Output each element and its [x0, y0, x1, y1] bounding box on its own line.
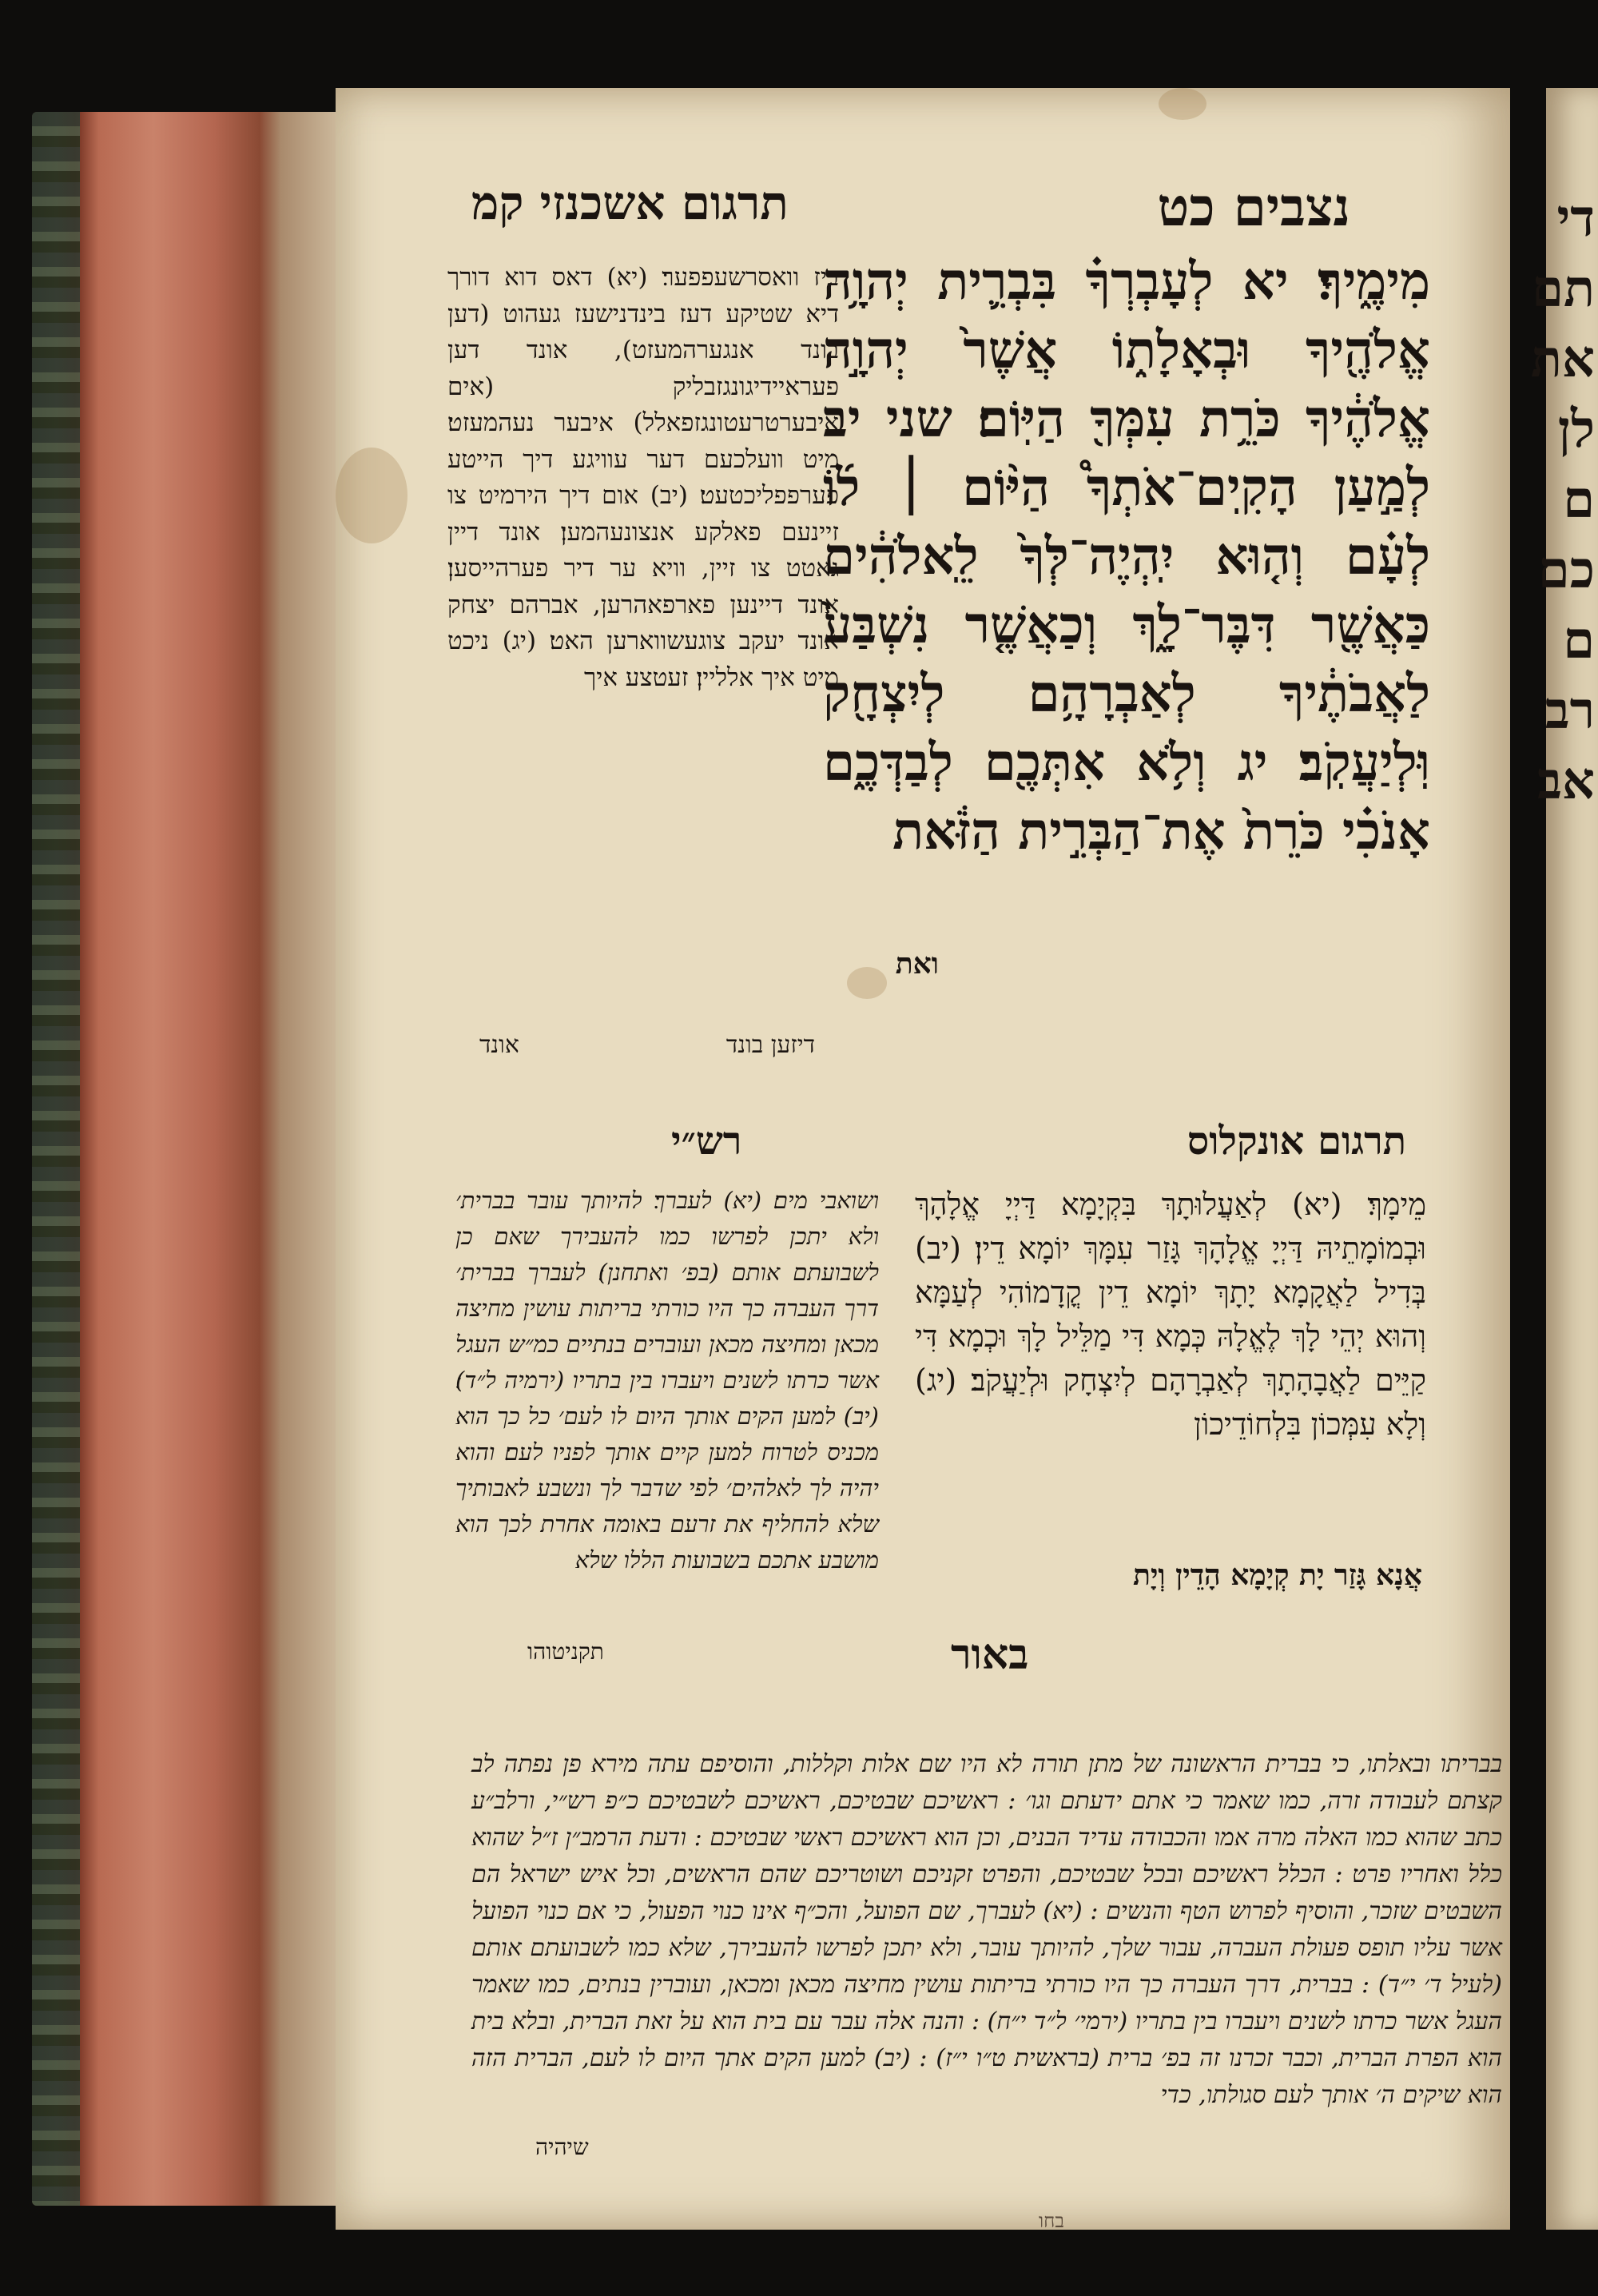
adjacent-page-edge	[1530, 88, 1598, 2230]
yiddish-catchwords	[479, 1031, 815, 1059]
torah-verse-text: מִימֶ֑יךָ׃ יא לְעָבְרְךָ֗ בִּבְרִ֛ית יְהוָ֥ה אֱלֹהֶ֖יךָ וּבְאָלָת֑וֹ אֲשֶׁר֙ יְהוָ֣ה אֱלֹהֶ֔יךָ כֹּרֵ֥ת עִמְּךָ֖ הַיּֽוֹם׃ שני יב לְמַ֣עַן הָקִֽים־אֹתְךָ֩ הַיּ֨וֹם ׀ ל֜וֹ לְעָ֗ם וְה֤וּא יִֽהְיֶה־לְּךָ֙ לֵֽאלֹהִ֔ים כַּאֲשֶׁ֖ר דִּבֶּר־לָ֑ךְ וְכַאֲשֶׁ֤ר נִשְׁבַּע֙ לַאֲבֹתֶ֔יךָ לְאַבְרָהָ֥ם לְיִצְחָ֖ק וּֽלְיַעֲקֹֽב׃ יג וְלֹ֥א אִתְּכֶ֖ם לְבַדְּכֶ֑ם אָנֹכִ֗י כֹּרֵת֙ אֶת־הַבְּרִ֣ית הַזֹּ֔את	[823, 252, 1430, 861]
beur-catchword: שיהיה	[535, 2134, 589, 2160]
rashi-commentary: ושואבי מים׃ (יא) לעברך׃ להיותך עובר בברית׳ ולא יתכן לפרשו כמו להעבירך שאם כן לשבועתם אותם (בפ׳ ואתחנן)׃ לעברך בברית׳ דרך העברה כך היו כורתי בריתות עושין מחיצה מכאן ומחיצה מכאן ועוברים בנתיים כמ״ש העגל אשר כרתו לשנים ויעברו בין בתריו (ירמיה ל״ד)׃ (יב) למען הקים אותך היום לו לעם׳ כל כך הוא מכניס לטרוח למען קיים אותך לפניו לעם׃ והוא יהיה לך לאלהים׳ לפי שדבר לך ונשבע לאבותיך שלא להחליף את זרעם באומה אחרת לכך הוא מושבע אתכם בשבועות הללו שלא	[455, 1187, 879, 1574]
yiddish-catchword-left: אונד	[479, 1031, 519, 1059]
page-header-targum-page: תרגום אשכנזי קמ	[471, 176, 789, 230]
onkelos-title: תרגום אונקלוס	[1187, 1119, 1406, 1164]
book-page-edges	[32, 112, 336, 2206]
verse-catchword: ואת	[895, 947, 939, 981]
onkelos-catchword: אֲנָא גָּזַר יָת קְיָמָא הָדֵין וְיָת	[1132, 1558, 1422, 1592]
beur-title: באור	[951, 1630, 1029, 1679]
water-stain	[1159, 88, 1206, 120]
water-stain	[847, 967, 887, 999]
yiddish-catchword-right: דיזען בונד	[725, 1031, 815, 1059]
beur-commentary: בבריתו ובאלתו, כי בברית הראשונה של מתן תורה לא היו שם אלות וקללות, והוסיפם עתה מירא פן נפתה לב קצתם לעבודה זרה, כמו שאמר כי אתם ידעתם וגו׳ : ראשיכם שבטיכם, ראשיכם לשבטיכם כ״פ רש״י, ורלב״ע כתב שהוא כמו האלה מרה אמו והכבודה עדיד הבנים, וכן הוא ראשיכם ראשי שבטיכם : ודעת הרמב״ן ז״ל שהוא כלל ואחריו פרט : הכלל ראשיכם ובכל שבטיכם, והפרט זקניכם ושוטריכם שהם הראשים, וכל איש ישראל הם השבטים שזכר, והוסיף לפרוש הטף והנשים : (יא) לעברך, שם הפועל, והכ״ף אינו כנוי הפעול, כי אם כנוי הפועל אשר עליו תופס פעולת העברה, עבור שלך, להיותך עובר, ולא יתכן לפרשו להעבירך, שלא כמו לשבועתם אותם (לעיל ד׳ י״ד) : בברית, דרך העברה כך היו כורתי בריתות עושין מחיצה מכאן ומכאן, ועוברין בנתים, כמו שאמר העגל אשר כרתו לשנים ויעברו בין בתריו (ירמי׳ ל״ד י״ח) : והנה אלה עבר עם בית הוא על זאת הברית, ובלא בית הוא הפרת הברית, וכבר זכרנו זה בפ׳ ברית (בראשית ט״ו י״ז) : (יב) למען הקים אתך היום לו לעם, הברית הזה הוא שיקים ה׳ אותך לעם סגולתו, כדי	[471, 1750, 1502, 2109]
printer-signature: בחו	[1039, 2210, 1064, 2232]
rashi-title: רש״י	[671, 1119, 742, 1164]
onkelos-text: מֵימָךְ׃ (יא) לְאַעֲלוּתָךְ בִּקְיָמָא דַּיְיָ אֱלָהָךְ וּבְמוֹמָתֵיהּ דַּיְיָ אֱלָהָךְ גָּזַר עִמָּךְ יוֹמָא דֵין׃ (יב) בְּדִיל לַאֲקָמָא יָתָךְ יוֹמָא דֵין קֳדָמוֹהִי לְעַמָּא וְהוּא יְהֵי לָךְ לֶאֱלָהּ כְּמָא דִּי מַלֵּיל לָךְ וּכְמָא דִּי קַיֵּים לַאֲבָהָתָךְ לְאַבְרָהָם לְיִצְחָק וּלְיַעֲקֹב׃ (יג) וְלָא עִמְּכוֹן בִּלְחוֹדֵיכוֹן	[915, 1187, 1426, 1442]
yiddish-translation-column: ביז וואסרשעפפער׃ (יא) דאס דוא דורך דיא שטיקע דעז בינדנישעז געהוט (דען בונד אנגערהמעזט), אונד דען פעראיידיגונגזבליק (אים איבערטרעטונגזפאלל) איבער נעהמעזט׃ מיט וועלכעם דער עוויגע דיך הייטע פערפפליכטעט׃ (יב) אום דיך הירמיט צו זיינעם פאלקע אנצונעהמען׃ אונד דיין גאטט צו זיין, וויא ער דיר פערהייסען׃ אונד דיינען פארפאהרען, אברהם יצחק אונד יעקב צוגעשווארען האט׃ (יג) ניכט מיט איך אלליין׃ זעטצע איך	[447, 263, 839, 692]
adjacent-page-text-fragment: די תם את לן ם כם ם רב אב	[1530, 189, 1595, 811]
book-page	[336, 88, 1510, 2230]
water-stain	[336, 448, 407, 543]
rashi-catchword: תקניטוהו	[527, 1638, 604, 1665]
page-header-parsha: נצבים כט	[1157, 176, 1350, 238]
